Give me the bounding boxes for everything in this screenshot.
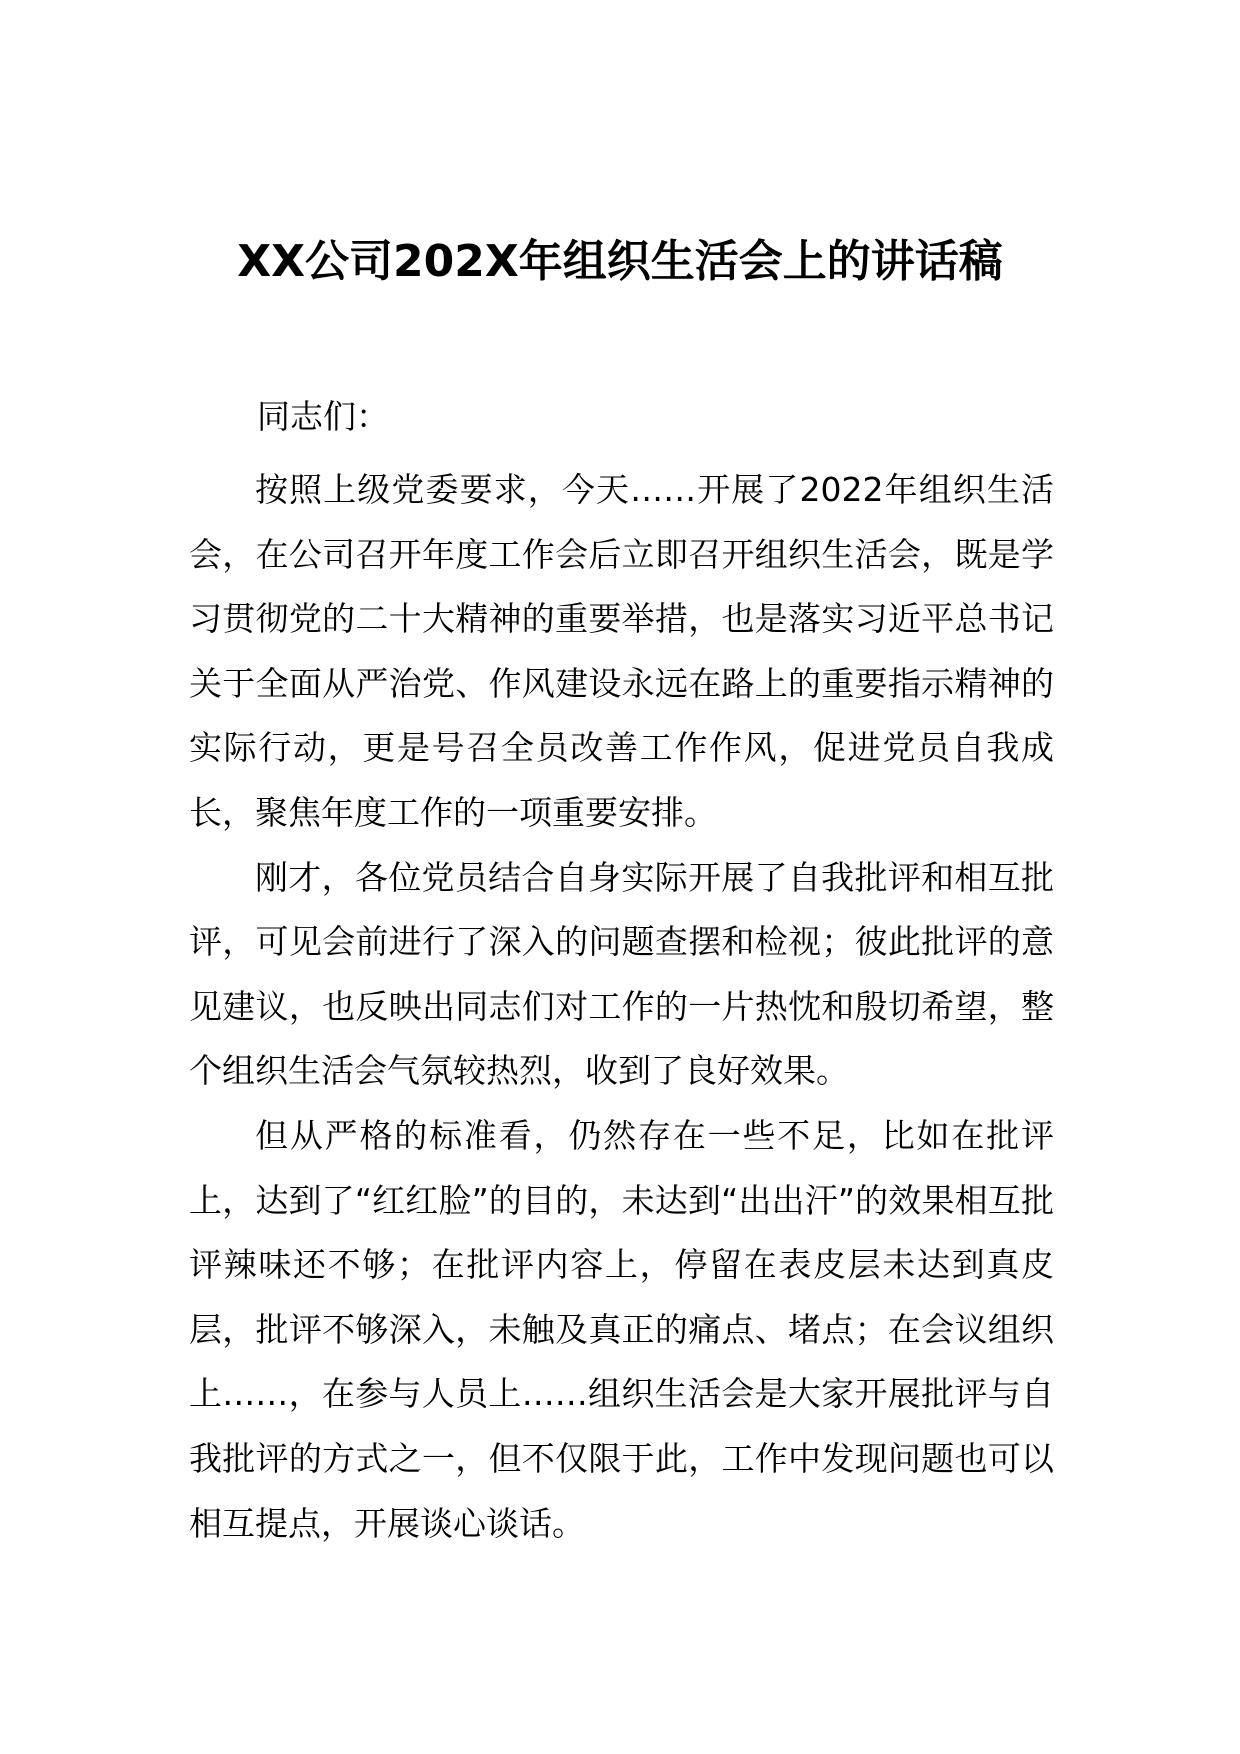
paragraph: 刚才，各位党员结合自身实际开展了自我批评和相互批评，可见会前进行了深入的问题查摆和检视；彼此批评的意见建议，也反映出同志们对工作的一片热忱和殷切希望，整个组织生活会气氛较热烈，收到了良好效果。 bbox=[189, 857, 1054, 1091]
salutation: 同志们： bbox=[257, 397, 389, 436]
paragraph: 但从严格的标准看，仍然存在一些不足，比如在批评上，达到了“红红脸”的目的，未达到“出出汗”的效果相互批评辣味还不够；在批评内容上，停留在表皮层未达到真皮层，批评不够深入，未触及真正的痛点、堵点；在会议组织上……，在参与人员上……组织生活会是大家开展批评与自我批评的方式之一，但不仅限于此，工作中发现问题也可以相互提点，开展谈心谈话。 bbox=[189, 1115, 1054, 1543]
document-title: XX公司202X年组织生活会上的讲话稿 bbox=[237, 236, 1003, 288]
document-body bbox=[189, 458, 1054, 1556]
paragraph: 按照上级党委要求，今天……开展了2022年组织生活会，在公司召开年度工作会后立即召开组织生活会，既是学习贯彻党的二十大精神的重要举措，也是落实习近平总书记关于全面从严治党、作风建设永远在路上的重要指示精神的实际行动，更是号召全员改善工作作风，促进党员自我成长，聚焦年度工作的一项重要安排。 bbox=[189, 470, 1054, 832]
